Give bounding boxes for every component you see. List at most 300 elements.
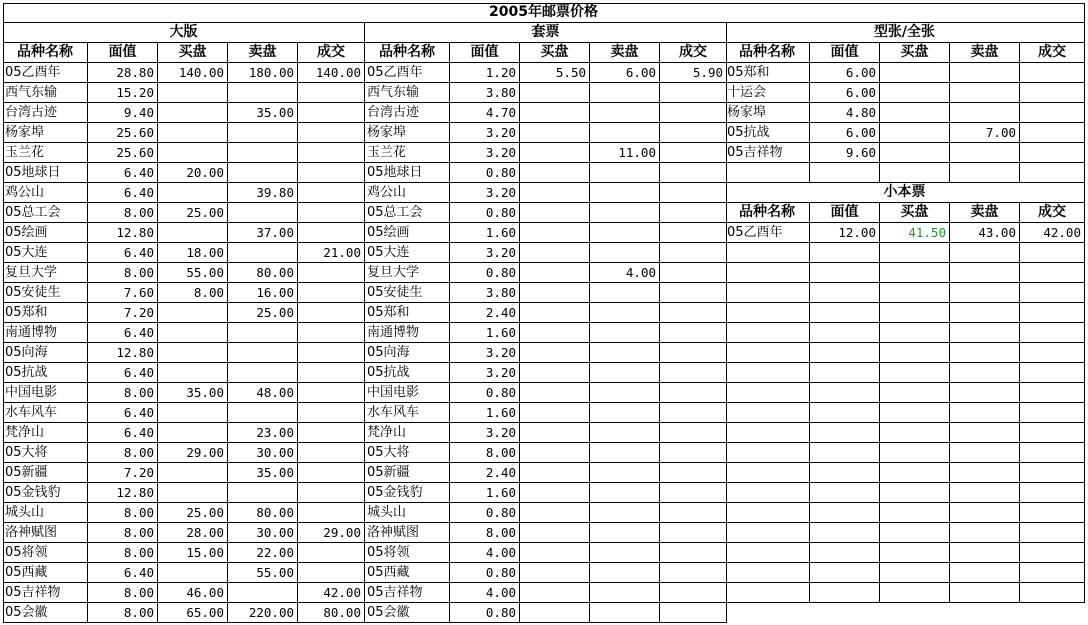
price-cell[interactable] [520,203,590,223]
price-cell[interactable] [880,403,950,423]
stamp-name-cell[interactable]: 05吉祥物 [725,143,810,163]
price-cell[interactable] [950,543,1020,563]
price-cell[interactable] [660,483,727,503]
price-cell[interactable] [950,443,1020,463]
price-cell[interactable] [520,263,590,283]
price-cell[interactable]: 30.00 [228,443,298,463]
price-cell[interactable]: 18.00 [158,243,228,263]
price-cell[interactable] [1020,163,1085,183]
price-cell[interactable] [520,303,590,323]
price-cell[interactable] [660,343,727,363]
price-cell[interactable]: 35.00 [158,383,228,403]
stamp-name-cell[interactable]: 05郑和 [725,63,810,83]
price-cell[interactable] [810,523,880,543]
price-cell[interactable] [520,323,590,343]
price-cell[interactable]: 5.50 [520,63,590,83]
price-cell[interactable]: 6.00 [810,63,880,83]
stamp-name-cell[interactable]: 复旦大学 [3,263,88,283]
price-cell[interactable] [520,163,590,183]
price-cell[interactable] [228,123,298,143]
price-cell[interactable] [520,283,590,303]
price-cell[interactable] [1020,303,1085,323]
price-cell[interactable]: 0.80 [450,503,520,523]
stamp-name-cell[interactable] [725,503,810,523]
price-cell[interactable]: 6.40 [88,183,158,203]
stamp-name-cell[interactable]: 05新疆 [365,463,450,483]
price-cell[interactable] [660,383,727,403]
price-cell[interactable] [810,463,880,483]
price-cell[interactable] [880,163,950,183]
stamp-name-cell[interactable]: 05地球日 [365,163,450,183]
price-cell[interactable]: 6.00 [810,123,880,143]
stamp-name-cell[interactable]: 十运会 [725,83,810,103]
price-cell[interactable] [158,143,228,163]
price-cell[interactable] [158,403,228,423]
stamp-name-cell[interactable]: 05将领 [365,543,450,563]
price-cell[interactable] [520,543,590,563]
price-cell[interactable] [590,383,660,403]
price-cell[interactable]: 35.00 [228,103,298,123]
price-cell[interactable] [950,103,1020,123]
price-cell[interactable]: 8.00 [88,203,158,223]
price-cell[interactable] [810,283,880,303]
price-cell[interactable] [298,283,365,303]
price-cell[interactable] [520,183,590,203]
price-cell[interactable]: 6.40 [88,363,158,383]
price-cell[interactable] [298,403,365,423]
price-cell[interactable] [880,443,950,463]
price-cell[interactable] [810,303,880,323]
price-cell[interactable] [950,303,1020,323]
stamp-name-cell[interactable] [725,363,810,383]
price-cell[interactable] [520,523,590,543]
stamp-name-cell[interactable]: 水车风车 [365,403,450,423]
price-cell[interactable] [520,83,590,103]
price-cell[interactable]: 11.00 [590,143,660,163]
price-cell[interactable] [1020,123,1085,143]
price-cell[interactable] [590,303,660,323]
price-cell[interactable]: 6.00 [810,83,880,103]
stamp-name-cell[interactable]: 05西藏 [365,563,450,583]
stamp-name-cell[interactable] [725,523,810,543]
price-cell[interactable] [298,463,365,483]
stamp-name-cell[interactable]: 05大连 [3,243,88,263]
price-cell[interactable] [158,563,228,583]
price-cell[interactable]: 15.20 [88,83,158,103]
stamp-name-cell[interactable]: 玉兰花 [3,143,88,163]
price-cell[interactable]: 55.00 [158,263,228,283]
stamp-name-cell[interactable]: 城头山 [365,503,450,523]
stamp-name-cell[interactable] [725,403,810,423]
price-cell[interactable] [520,483,590,503]
price-cell[interactable] [880,323,950,343]
price-cell[interactable] [298,443,365,463]
stamp-name-cell[interactable]: 水车风车 [3,403,88,423]
price-cell[interactable]: 1.60 [450,323,520,343]
price-cell[interactable] [880,483,950,503]
price-cell[interactable]: 29.00 [298,523,365,543]
price-cell[interactable]: 6.40 [88,243,158,263]
price-cell[interactable] [158,343,228,363]
price-cell[interactable]: 39.80 [228,183,298,203]
stamp-name-cell[interactable]: 洛神赋图 [3,523,88,543]
stamp-name-cell[interactable]: 05抗战 [725,123,810,143]
price-cell[interactable] [880,423,950,443]
price-cell[interactable] [950,383,1020,403]
price-cell[interactable]: 8.00 [88,263,158,283]
stamp-name-cell[interactable]: 05大将 [365,443,450,463]
price-cell[interactable] [158,183,228,203]
price-cell[interactable]: 55.00 [228,563,298,583]
price-cell[interactable]: 23.00 [228,423,298,443]
price-cell[interactable]: 21.00 [298,243,365,263]
price-cell[interactable] [880,363,950,383]
stamp-name-cell[interactable] [725,543,810,563]
price-cell[interactable]: 3.20 [450,343,520,363]
price-cell[interactable] [298,123,365,143]
price-cell[interactable]: 43.00 [950,223,1020,243]
price-cell[interactable]: 12.80 [88,483,158,503]
price-cell[interactable] [950,63,1020,83]
price-cell[interactable] [1020,283,1085,303]
stamp-name-cell[interactable]: 玉兰花 [365,143,450,163]
stamp-name-cell[interactable]: 杨家埠 [725,103,810,123]
stamp-name-cell[interactable]: 05会徽 [3,603,88,623]
price-cell[interactable]: 8.00 [88,503,158,523]
stamp-name-cell[interactable]: 中国电影 [3,383,88,403]
price-cell[interactable] [810,363,880,383]
price-cell[interactable]: 0.80 [450,263,520,283]
stamp-name-cell[interactable]: 05大连 [365,243,450,263]
price-cell[interactable] [590,363,660,383]
price-cell[interactable] [810,403,880,423]
price-cell[interactable] [810,563,880,583]
price-cell[interactable]: 80.00 [228,263,298,283]
stamp-name-cell[interactable]: 05会徽 [365,603,450,623]
price-cell[interactable]: 30.00 [228,523,298,543]
price-cell[interactable] [1020,243,1085,263]
stamp-name-cell[interactable]: 05总工会 [365,203,450,223]
price-cell[interactable] [810,263,880,283]
price-cell[interactable] [810,483,880,503]
price-cell[interactable] [950,263,1020,283]
price-cell[interactable]: 42.00 [298,583,365,603]
price-cell[interactable] [228,343,298,363]
price-cell[interactable]: 16.00 [228,283,298,303]
price-cell[interactable] [298,503,365,523]
price-cell[interactable] [590,403,660,423]
price-cell[interactable] [810,343,880,363]
price-cell[interactable] [590,163,660,183]
price-cell[interactable] [660,503,727,523]
price-cell[interactable] [228,83,298,103]
price-cell[interactable] [660,563,727,583]
price-cell[interactable] [590,103,660,123]
price-cell[interactable] [660,83,727,103]
price-cell[interactable]: 3.20 [450,243,520,263]
stamp-name-cell[interactable]: 05西藏 [3,563,88,583]
price-cell[interactable]: 6.40 [88,163,158,183]
price-cell[interactable] [660,103,727,123]
price-cell[interactable] [880,263,950,283]
stamp-name-cell[interactable]: 05将领 [3,543,88,563]
price-cell[interactable] [590,243,660,263]
price-cell[interactable]: 8.00 [450,443,520,463]
price-cell[interactable] [660,183,727,203]
price-cell[interactable] [228,143,298,163]
price-cell[interactable] [520,443,590,463]
price-cell[interactable] [590,563,660,583]
price-cell[interactable] [660,203,727,223]
price-cell[interactable] [1020,363,1085,383]
price-cell[interactable] [590,503,660,523]
price-cell[interactable] [590,123,660,143]
price-cell[interactable]: 6.00 [590,63,660,83]
price-cell[interactable] [520,563,590,583]
price-cell[interactable]: 25.00 [228,303,298,323]
stamp-name-cell[interactable]: 中国电影 [365,383,450,403]
price-cell[interactable] [810,323,880,343]
price-cell[interactable] [590,83,660,103]
price-cell[interactable] [1020,263,1085,283]
price-cell[interactable] [950,143,1020,163]
stamp-name-cell[interactable]: 城头山 [3,503,88,523]
stamp-name-cell[interactable] [725,443,810,463]
price-cell[interactable] [1020,523,1085,543]
price-cell[interactable]: 9.40 [88,103,158,123]
price-cell[interactable] [590,523,660,543]
stamp-name-cell[interactable]: 05抗战 [365,363,450,383]
price-cell[interactable]: 3.20 [450,423,520,443]
stamp-name-cell[interactable] [725,303,810,323]
stamp-name-cell[interactable] [725,483,810,503]
price-cell[interactable] [1020,403,1085,423]
price-cell[interactable] [228,363,298,383]
price-cell[interactable]: 20.00 [158,163,228,183]
price-cell[interactable] [950,163,1020,183]
price-cell[interactable]: 4.00 [450,583,520,603]
price-cell[interactable] [298,363,365,383]
price-cell[interactable]: 0.80 [450,603,520,623]
stamp-name-cell[interactable]: 05乙酉年 [3,63,88,83]
price-cell[interactable] [1020,143,1085,163]
stamp-name-cell[interactable]: 05新疆 [3,463,88,483]
stamp-name-cell[interactable] [725,563,810,583]
price-cell[interactable]: 22.00 [228,543,298,563]
price-cell[interactable] [1020,323,1085,343]
price-cell[interactable] [880,303,950,323]
price-cell[interactable]: 180.00 [228,63,298,83]
stamp-name-cell[interactable]: 南通博物 [365,323,450,343]
price-cell[interactable]: 7.20 [88,463,158,483]
price-cell[interactable] [158,223,228,243]
stamp-name-cell[interactable]: 鸡公山 [365,183,450,203]
price-cell[interactable] [298,423,365,443]
price-cell[interactable]: 35.00 [228,463,298,483]
price-cell[interactable]: 3.20 [450,143,520,163]
price-cell[interactable] [228,403,298,423]
price-cell[interactable] [228,163,298,183]
price-cell[interactable] [520,503,590,523]
price-cell[interactable] [520,223,590,243]
price-cell[interactable] [590,443,660,463]
price-cell[interactable] [880,523,950,543]
stamp-name-cell[interactable]: 05安徒生 [3,283,88,303]
stamp-name-cell[interactable]: 05乙酉年 [365,63,450,83]
price-cell[interactable]: 6.40 [88,323,158,343]
price-cell[interactable]: 8.00 [450,523,520,543]
price-cell[interactable] [810,383,880,403]
price-cell[interactable]: 220.00 [228,603,298,623]
price-cell[interactable] [298,183,365,203]
stamp-name-cell[interactable]: 南通博物 [3,323,88,343]
price-cell[interactable]: 41.50 [880,223,950,243]
price-cell[interactable]: 1.20 [450,63,520,83]
price-cell[interactable]: 80.00 [298,603,365,623]
price-cell[interactable] [590,203,660,223]
price-cell[interactable] [298,203,365,223]
price-cell[interactable]: 37.00 [228,223,298,243]
price-cell[interactable] [298,483,365,503]
price-cell[interactable] [660,463,727,483]
price-cell[interactable]: 80.00 [228,503,298,523]
price-cell[interactable] [660,403,727,423]
price-cell[interactable]: 5.90 [660,63,727,83]
price-cell[interactable]: 0.80 [450,163,520,183]
price-cell[interactable] [810,543,880,563]
price-cell[interactable] [228,243,298,263]
stamp-name-cell[interactable]: 洛神赋图 [365,523,450,543]
price-cell[interactable] [158,423,228,443]
stamp-name-cell[interactable] [725,423,810,443]
price-cell[interactable]: 1.60 [450,403,520,423]
price-cell[interactable]: 4.80 [810,103,880,123]
price-cell[interactable] [880,383,950,403]
price-cell[interactable] [660,363,727,383]
price-cell[interactable] [590,343,660,363]
price-cell[interactable] [660,323,727,343]
price-cell[interactable] [660,583,727,603]
price-cell[interactable]: 3.20 [450,363,520,383]
price-cell[interactable] [520,123,590,143]
price-cell[interactable]: 46.00 [158,583,228,603]
stamp-name-cell[interactable] [725,283,810,303]
stamp-name-cell[interactable]: 西气东输 [365,83,450,103]
price-cell[interactable] [660,163,727,183]
price-cell[interactable]: 65.00 [158,603,228,623]
price-cell[interactable] [1020,343,1085,363]
price-cell[interactable] [660,223,727,243]
stamp-name-cell[interactable]: 05乙酉年 [725,223,810,243]
price-cell[interactable]: 140.00 [298,63,365,83]
price-cell[interactable] [158,83,228,103]
price-cell[interactable]: 12.80 [88,223,158,243]
stamp-name-cell[interactable]: 05郑和 [3,303,88,323]
price-cell[interactable]: 1.60 [450,483,520,503]
price-cell[interactable]: 8.00 [158,283,228,303]
price-cell[interactable]: 8.00 [88,603,158,623]
price-cell[interactable] [810,423,880,443]
price-cell[interactable] [590,283,660,303]
stamp-name-cell[interactable] [725,263,810,283]
price-cell[interactable] [228,583,298,603]
stamp-name-cell[interactable]: 复旦大学 [365,263,450,283]
price-cell[interactable] [880,243,950,263]
price-cell[interactable]: 8.00 [88,443,158,463]
price-cell[interactable] [298,343,365,363]
price-cell[interactable]: 12.80 [88,343,158,363]
stamp-name-cell[interactable]: 05郑和 [365,303,450,323]
price-cell[interactable]: 7.20 [88,303,158,323]
price-cell[interactable] [950,323,1020,343]
price-cell[interactable] [520,243,590,263]
price-cell[interactable] [228,323,298,343]
price-cell[interactable] [1020,503,1085,523]
price-cell[interactable] [520,143,590,163]
price-cell[interactable] [520,423,590,443]
price-cell[interactable] [660,443,727,463]
stamp-name-cell[interactable] [725,383,810,403]
stamp-name-cell[interactable]: 鸡公山 [3,183,88,203]
price-cell[interactable]: 25.00 [158,503,228,523]
price-cell[interactable] [950,343,1020,363]
price-cell[interactable] [158,363,228,383]
stamp-name-cell[interactable]: 台湾古迹 [3,103,88,123]
price-cell[interactable]: 3.80 [450,283,520,303]
price-cell[interactable] [1020,83,1085,103]
price-cell[interactable] [880,83,950,103]
price-cell[interactable] [950,423,1020,443]
price-cell[interactable]: 4.00 [590,263,660,283]
price-cell[interactable] [1020,423,1085,443]
price-cell[interactable] [1020,63,1085,83]
price-cell[interactable] [950,583,1020,603]
stamp-name-cell[interactable]: 05金钱豹 [3,483,88,503]
price-cell[interactable]: 140.00 [158,63,228,83]
price-cell[interactable] [520,463,590,483]
price-cell[interactable] [950,283,1020,303]
stamp-name-cell[interactable]: 台湾古迹 [365,103,450,123]
price-cell[interactable] [1020,443,1085,463]
price-cell[interactable] [298,223,365,243]
stamp-name-cell[interactable]: 05吉祥物 [3,583,88,603]
price-cell[interactable] [298,303,365,323]
price-cell[interactable] [520,403,590,423]
price-cell[interactable] [590,223,660,243]
price-cell[interactable] [298,163,365,183]
stamp-name-cell[interactable]: 05绘画 [3,223,88,243]
price-cell[interactable] [158,303,228,323]
price-cell[interactable] [950,243,1020,263]
price-cell[interactable]: 4.70 [450,103,520,123]
price-cell[interactable] [660,423,727,443]
stamp-name-cell[interactable]: 西气东输 [3,83,88,103]
price-cell[interactable]: 2.40 [450,463,520,483]
stamp-name-cell[interactable] [725,463,810,483]
price-cell[interactable] [880,463,950,483]
price-cell[interactable] [228,483,298,503]
price-cell[interactable] [950,463,1020,483]
price-cell[interactable]: 25.60 [88,123,158,143]
price-cell[interactable]: 8.00 [88,543,158,563]
price-cell[interactable] [158,323,228,343]
price-cell[interactable] [1020,463,1085,483]
price-cell[interactable] [520,343,590,363]
price-cell[interactable] [158,103,228,123]
stamp-name-cell[interactable]: 05地球日 [3,163,88,183]
stamp-name-cell[interactable]: 05大将 [3,443,88,463]
price-cell[interactable]: 0.80 [450,563,520,583]
